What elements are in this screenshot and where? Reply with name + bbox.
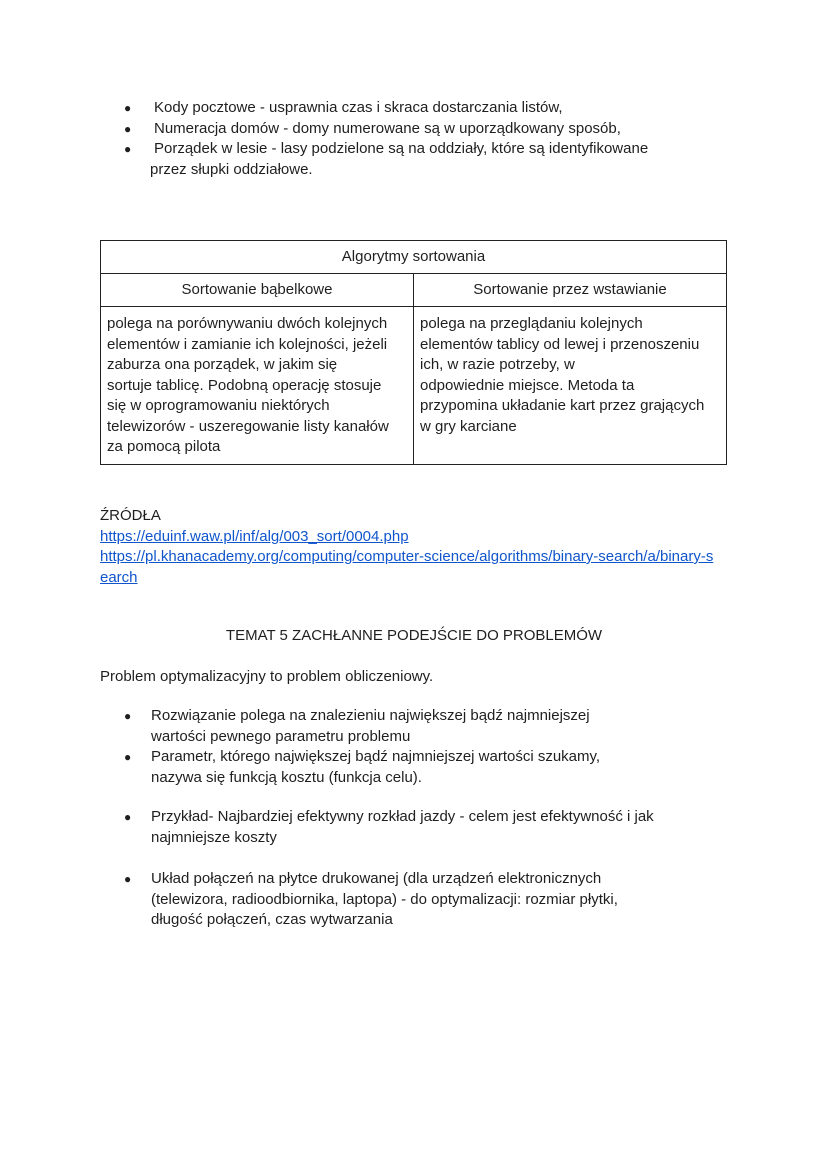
list-item: ● Kody pocztowe - usprawnia czas i skraca dostarczania listów, [154,98,714,119]
list-item: ● Numeracja domów - domy numerowane są w uporządkowany sposób, [154,119,714,140]
circuit-bullet-list [124,869,711,931]
bullet-icon: ● [124,142,132,156]
column-header-insertion-sort: Sortowanie przez wstawianie [414,274,727,307]
example-bullet-list [124,807,711,848]
bullet-icon: ● [124,750,132,764]
bullet-icon: ● [124,709,132,723]
optimization-bullet-list [124,706,711,788]
bullet-icon: ● [124,121,132,136]
insertion-sort-description: polega na przeglądaniu kolejnych elementów tablicy od lewej i przenoszeniu ich, w razie potrzeby, w odpowiednie miejsce. Metoda ta przypomina układanie kart przez grających w gry karciane [414,307,727,465]
bullet-icon: ● [124,101,132,115]
bubble-sort-description: polega na porównywaniu dwóch kolejnych elementów i zamianie ich kolejności, jeżeli zaburza ona porządek, w jakim się sortuje tablicę. Podobną operację stosuje się w oprogramowaniu niektórych telewizorów - uszeregowanie listy kanałów za pomocą pilota [101,307,414,465]
list-item: ● Porządek w lesie - lasy podzielone są na oddziały, które są identyfikowane [154,139,714,160]
column-header-bubble-sort: Sortowanie bąbelkowe [101,274,414,307]
list-item: ● Rozwiązanie polega na znalezieniu największej bądź najmniejszej wartości pewnego parametru problemu [124,707,590,745]
bullet-icon: ● [124,810,132,824]
source-link-eduinf[interactable]: https://eduinf.waw.pl/inf/alg/003_sort/0004.php [100,527,409,545]
bullet-icon: ● [124,872,132,886]
list-item-continuation: przez słupki oddziałowe. [150,160,313,178]
source-link-khanacademy[interactable]: https://pl.khanacademy.org/computing/computer-science/algorithms/binary-search/a/binary-s earch [100,548,714,586]
list-item: ● Układ połączeń na płytce drukowanej (dla urządzeń elektronicznych (telewizora, radioodbiornika, laptopa) - do optymalizacji: rozmiar płytki, długość połączeń, czas wytwarzania [124,870,618,928]
intro-paragraph: Problem optymalizacyjny to problem obliczeniowy. [100,668,434,685]
sources-section [100,506,740,588]
list-item: ● Parametr, którego największej bądź najmniejszej wartości szukamy, nazywa się funkcją kosztu (funkcja celu). [124,748,601,786]
topic-title: TEMAT 5 ZACHŁANNE PODEJŚCIE DO PROBLEMÓW [225,627,603,644]
sources-heading: ŹRÓDŁA [100,507,161,524]
table-title: Algorytmy sortowania [101,241,727,274]
sorting-algorithms-table [100,240,727,465]
list-item: ● Przykład- Najbardziej efektywny rozkład jazdy - celem jest efektywność i jak najmniejsze koszty [124,808,654,846]
top-bullet-list [124,98,714,180]
